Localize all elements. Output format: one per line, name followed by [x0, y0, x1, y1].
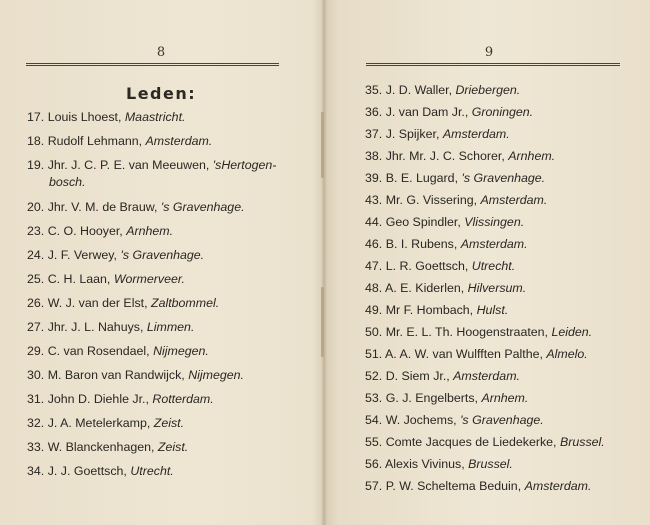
member-number: 52. [365, 369, 383, 383]
member-city: 's Gravenhage. [460, 413, 544, 427]
member-name: A. A. W. van Wulfften Palthe, [385, 347, 543, 361]
member-name: Comte Jacques de Liedekerke, [385, 435, 557, 449]
member-number: 27. [27, 320, 45, 334]
member-number: 18. [27, 134, 45, 148]
member-name: Jhr. J. L. Nahuys, [47, 320, 144, 334]
member-city: Amsterdam. [145, 134, 213, 148]
member-number: 36. [365, 105, 383, 119]
member-name: M. Baron van Randwijck, [47, 368, 185, 382]
member-name: P. W. Scheltema Beduin, [385, 479, 522, 493]
member-number: 23. [27, 224, 45, 238]
member-city: Hulst. [476, 303, 509, 317]
member-city: 's Gravenhage. [461, 171, 546, 185]
member-entry [365, 148, 645, 165]
member-name: C. van Rosendael, [47, 344, 150, 358]
member-entry [365, 236, 645, 253]
member-name: Mr F. Hombach, [385, 303, 474, 317]
member-number: 44. [365, 215, 383, 229]
member-number: 25. [27, 272, 45, 286]
right-page [328, 0, 650, 525]
member-name: W. J. van der Elst, [47, 296, 148, 310]
member-entry [27, 223, 297, 240]
member-entry [27, 109, 297, 126]
member-number: 20. [27, 200, 45, 214]
member-number: 33. [27, 440, 45, 454]
member-city: Maastricht. [124, 110, 186, 124]
member-city: Rotterdam. [152, 392, 214, 406]
member-entry [27, 295, 297, 312]
member-name: Mr. E. L. Th. Hoogenstraaten, [385, 325, 548, 339]
member-city: Almelo. [546, 347, 588, 361]
member-name: J. Spijker, [385, 127, 440, 141]
member-entry [365, 478, 645, 495]
member-city: Vlissingen. [464, 215, 525, 229]
member-name: J. van Dam Jr., [385, 105, 469, 119]
member-number: 46. [365, 237, 383, 251]
member-entry [27, 343, 297, 360]
member-entry [365, 456, 645, 473]
member-entry [365, 324, 645, 341]
member-name: Rudolf Lehmann, [47, 134, 143, 148]
member-entry [365, 412, 645, 429]
left-page [0, 0, 322, 525]
member-city: Driebergen. [455, 83, 521, 97]
member-number: 19. [27, 158, 45, 172]
member-name: Alexis Vivinus, [385, 457, 465, 471]
member-number: 29. [27, 344, 45, 358]
member-number: 47. [365, 259, 383, 273]
member-name: C. O. Hooyer, [47, 224, 123, 238]
member-entry [365, 434, 645, 451]
member-city: 's Gravenhage. [120, 248, 205, 262]
member-city: 's Gravenhage. [160, 200, 245, 214]
member-entry [365, 192, 645, 209]
member-number: 50. [365, 325, 383, 339]
member-entry [27, 463, 297, 480]
member-name: Geo Spindler, [385, 215, 461, 229]
member-city: Zeist. [153, 416, 185, 430]
member-city: Arnhem. [481, 391, 529, 405]
member-number: 55. [365, 435, 383, 449]
member-city: Utrecht. [471, 259, 516, 273]
member-name: J. F. Verwey, [47, 248, 118, 262]
member-name: D. Siem Jr., [385, 369, 450, 383]
member-number: 24. [27, 248, 45, 262]
page-number: 8 [156, 45, 166, 60]
member-city: Arnhem. [126, 224, 174, 238]
member-entry [365, 104, 645, 121]
member-entry [365, 280, 645, 297]
member-number: 43. [365, 193, 383, 207]
member-entry [365, 390, 645, 407]
member-name: B. E. Lugard, [385, 171, 459, 185]
member-entry [27, 367, 297, 384]
member-entry [365, 214, 645, 231]
member-entry [365, 82, 645, 99]
member-city: Leiden. [551, 325, 593, 339]
member-number: 26. [27, 296, 45, 310]
member-number: 56. [365, 457, 383, 471]
member-number: 17. [27, 110, 45, 124]
member-entry [365, 302, 645, 319]
member-name: L. R. Goettsch, [385, 259, 469, 273]
member-number: 30. [27, 368, 45, 382]
member-number: 38. [365, 149, 383, 163]
member-city: Utrecht. [130, 464, 174, 478]
member-entry [365, 346, 645, 363]
member-number: 37. [365, 127, 383, 141]
member-name: Jhr. Mr. J. C. Schorer, [385, 149, 505, 163]
member-entry [27, 319, 297, 336]
member-number: 53. [365, 391, 383, 405]
member-entry [27, 271, 297, 288]
member-number: 51. [365, 347, 383, 361]
member-name: Louis Lhoest, [47, 110, 122, 124]
member-name: C. H. Laan, [47, 272, 111, 286]
member-number: 57. [365, 479, 383, 493]
member-entry [27, 439, 297, 456]
member-city: Hilversum. [467, 281, 527, 295]
member-entry [27, 199, 297, 216]
member-entry [27, 391, 297, 408]
member-entry [27, 133, 297, 150]
member-city: Wormerveer. [113, 272, 185, 286]
member-name: J. J. Goettsch, [47, 464, 127, 478]
header-rule [26, 63, 279, 66]
member-name: Jhr. J. C. P. E. van Meeuwen, [47, 158, 210, 172]
member-city: Amsterdam. [442, 127, 510, 141]
member-city: 'sHertogen- [212, 158, 277, 172]
member-entry [365, 258, 645, 275]
member-city: Nijmegen. [188, 368, 244, 382]
member-name: John D. Diehle Jr., [47, 392, 149, 406]
member-name: Jhr. V. M. de Brauw, [47, 200, 158, 214]
member-number: 31. [27, 392, 45, 406]
member-name: A. E. Kiderlen, [385, 281, 465, 295]
member-entry [365, 368, 645, 385]
member-name: Mr. G. Vissering, [385, 193, 478, 207]
member-city: Nijmegen. [153, 344, 209, 358]
member-city: Amsterdam. [524, 479, 592, 493]
member-city: Groningen. [471, 105, 534, 119]
member-city: Amsterdam. [480, 193, 548, 207]
member-entry [27, 247, 297, 264]
member-city: Zaltbommel. [151, 296, 220, 310]
section-heading: Leden: [126, 84, 197, 103]
member-entry [27, 415, 297, 432]
member-entry [365, 170, 645, 187]
member-number: 49. [365, 303, 383, 317]
member-name: B. I. Rubens, [385, 237, 458, 251]
member-city-continued: bosch. [49, 175, 86, 189]
member-city: Limmen. [146, 320, 195, 334]
member-entry [27, 157, 297, 191]
member-number: 34. [27, 464, 45, 478]
member-number: 32. [27, 416, 45, 430]
member-name: J. A. Metelerkamp, [47, 416, 151, 430]
member-name: W. Blanckenhagen, [47, 440, 155, 454]
member-city: Arnhem. [508, 149, 556, 163]
member-number: 54. [365, 413, 383, 427]
member-entry [365, 126, 645, 143]
member-name: G. J. Engelberts, [385, 391, 478, 405]
member-number: 39. [365, 171, 383, 185]
member-city: Brussel. [468, 457, 513, 471]
member-number: 48. [365, 281, 383, 295]
member-city: Amsterdam. [453, 369, 520, 383]
header-rule [366, 63, 620, 66]
member-city: Amsterdam. [460, 237, 528, 251]
member-name: W. Jochems, [385, 413, 457, 427]
page-number: 9 [484, 45, 494, 60]
member-city: Zeist. [157, 440, 189, 454]
member-name: J. D. Waller, [385, 83, 453, 97]
member-city: Brussel. [559, 435, 605, 449]
member-number: 35. [365, 83, 383, 97]
